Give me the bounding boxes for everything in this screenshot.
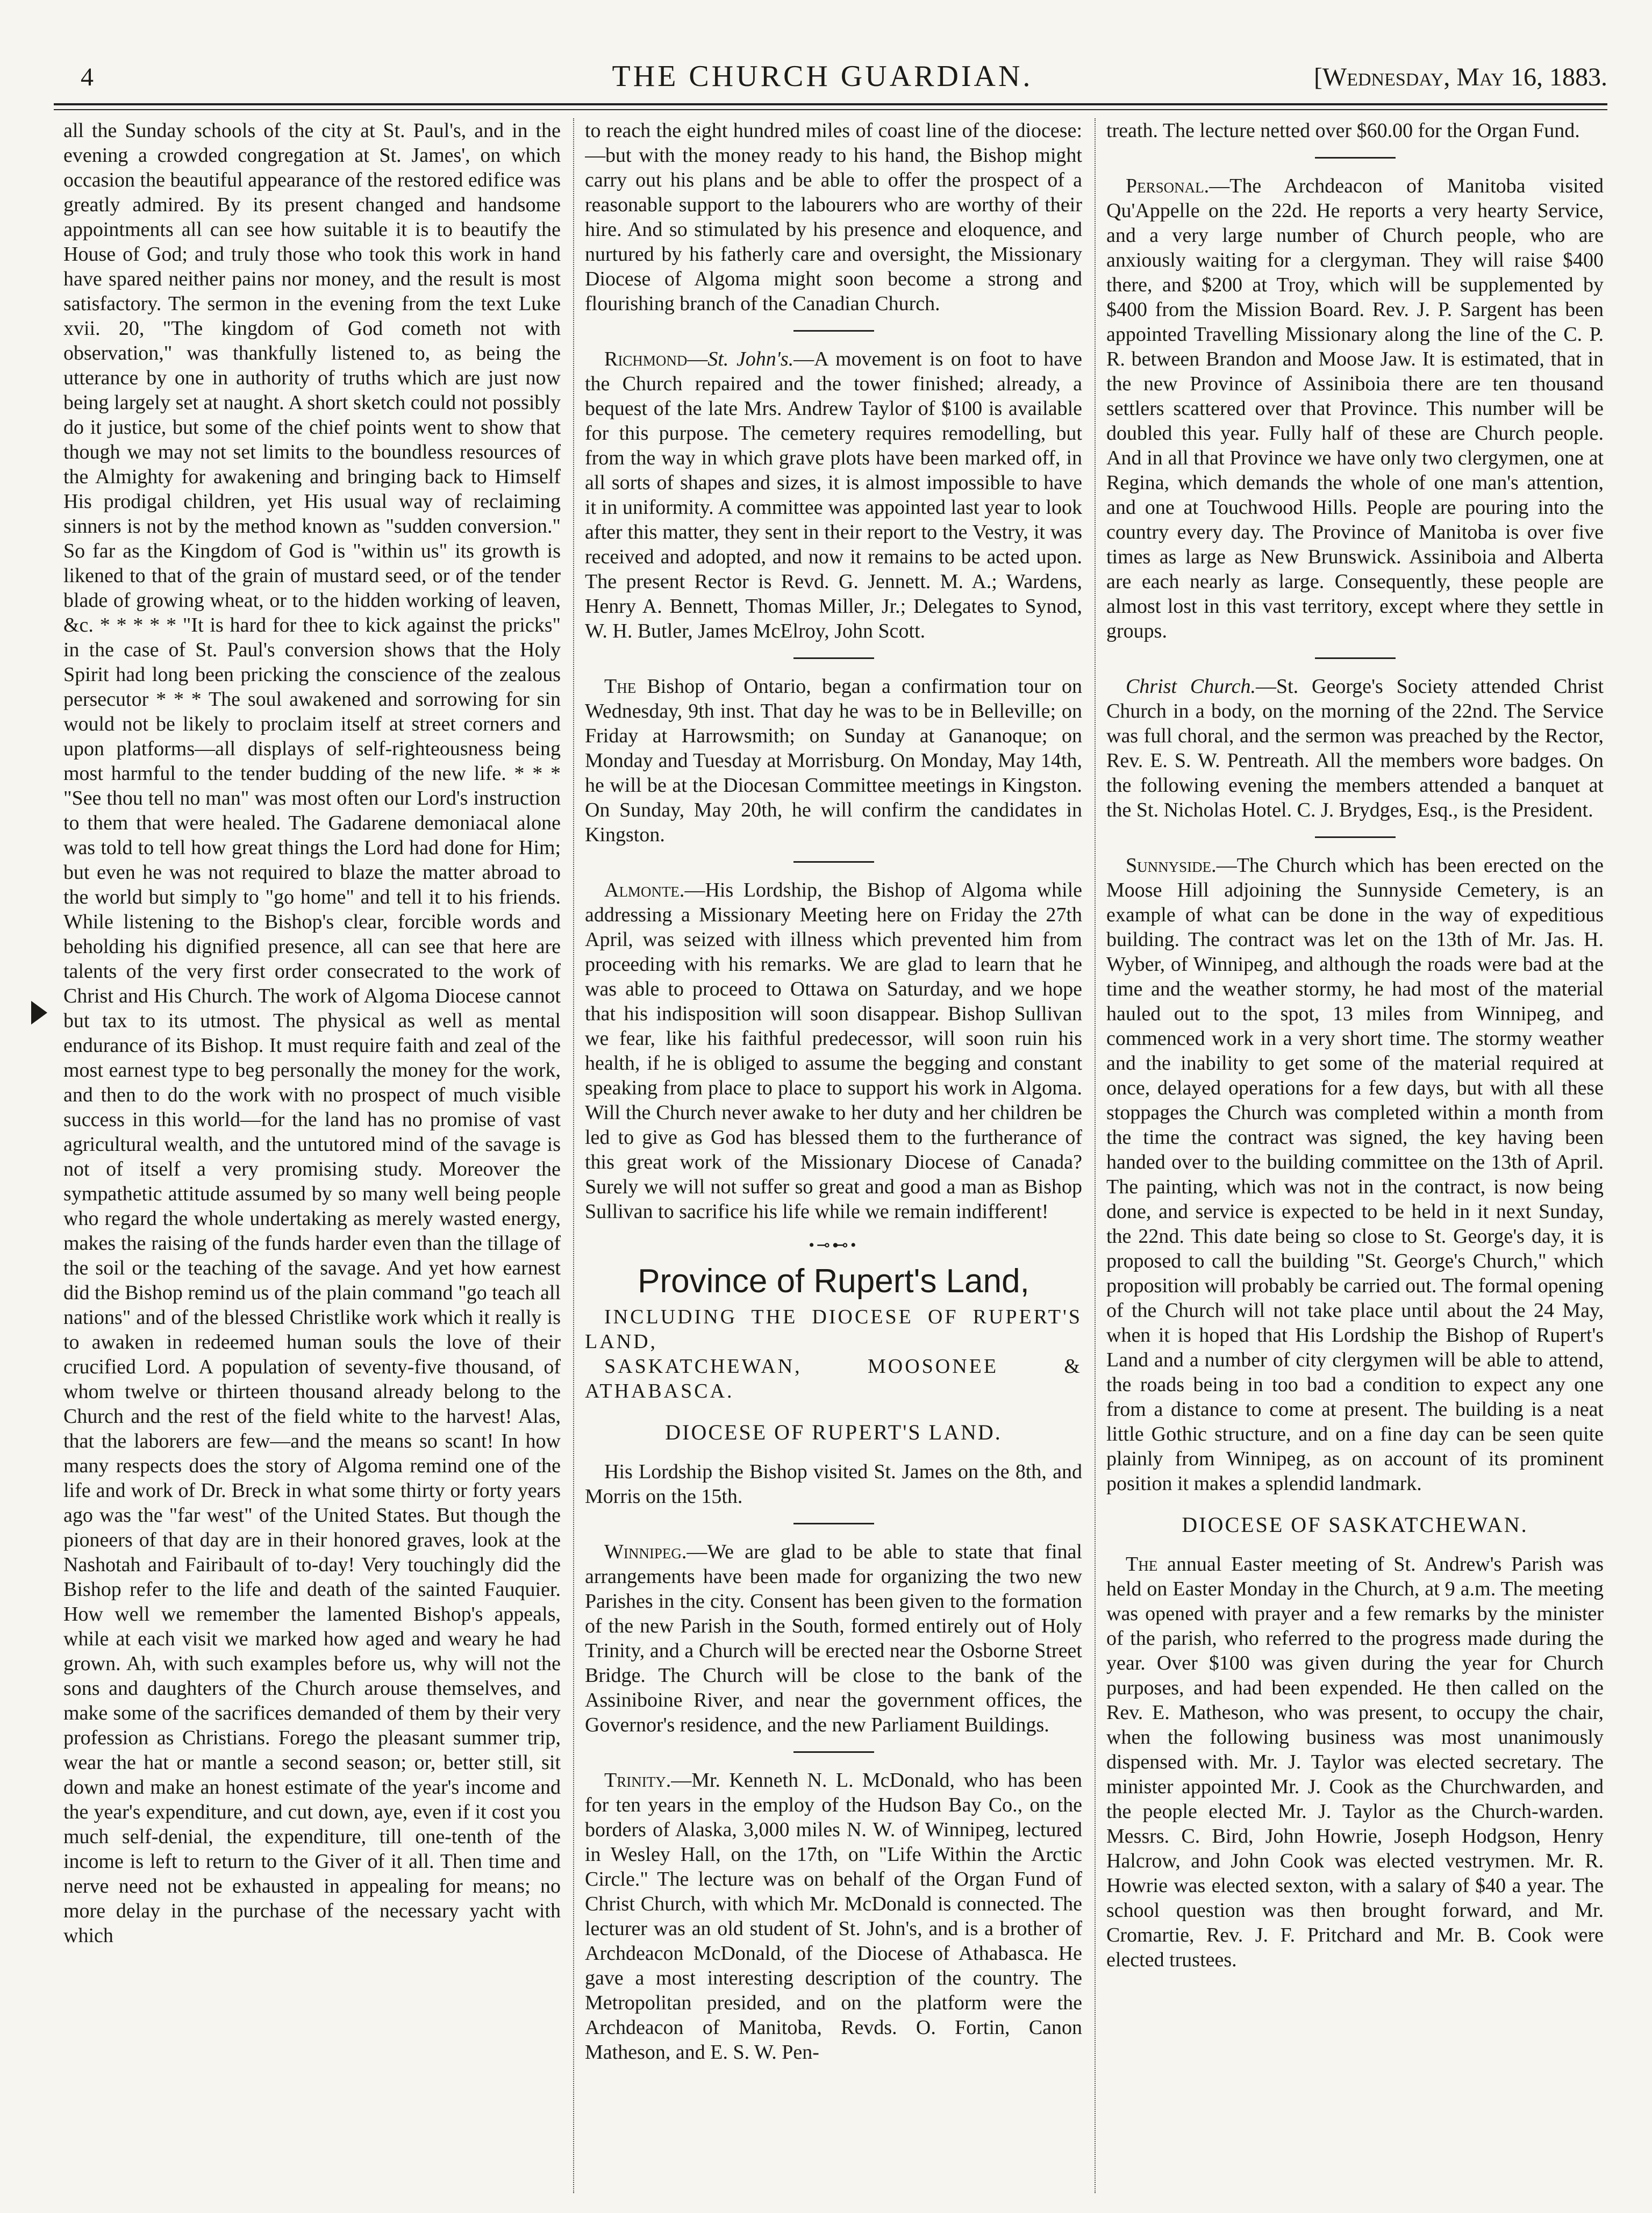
header-rule-thick (54, 103, 1607, 105)
item-heading: Personal. (1126, 175, 1210, 197)
news-item-visit: His Lordship the Bishop visited St. James on the 8th, and Morris on the 15th. (585, 1460, 1082, 1508)
item-body: —St. George's Society attended Christ Church in a body, on the morning of the 22nd. The Service was full choral, and the sermon was preached by the Rector, Rev. E. S. W. Pentreath. All the members wore badges. On the following evening the members attended a banquet at the St. Nicholas Hotel. C. J. Brydges, Esq., is the President. (1106, 675, 1604, 821)
item-body: annual Easter meeting of St. Andrew's Parish was held on Easter Monday in the Church, at 9 a.m. The meeting was opened with prayer and a few remarks by the minister of the parish, who referred to the progress made during the year. Over $100 was given during the year for Church purposes, and had been expended. He then called on the Rev. E. Matheson, who was present, to occupy the chair, when the following business was most unanimously dispensed with. Mr. J. Taylor was elected secretary. The minister appointed Mr. J. Cook as the Churchwarden, and the people elected Mr. J. Taylor as the Church-warden. Messrs. C. Bird, John Howrie, Joseph Hodgson, Henry Halcrow, and John Cook was elected vestrymen. Mr. R. Howrie was elected sexton, with a salary of $40 a year. The school question was then brought forward, and Mr. Cromartie, Rev. J. F. Pritchard and Mr. B. Cook were elected trustees. (1106, 1553, 1604, 1971)
section-title: Province of Rupert's Land, (638, 1263, 1029, 1300)
section-rule (793, 1751, 874, 1753)
column-divider (1095, 118, 1096, 2193)
news-item-richmond: Richmond—St. John's.—A movement is on foot to have the Church repaired and the tower finished; already, a bequest of the late Mrs. Andrew Taylor of $100 is available for this purpose. The cemetery requires remodelling, but from the way in which grave plots have been marked off, in all sorts of shapes and sizes, it is almost impossible to have it in uniformity. A committee was appointed last year to look after this matter, they sent in their report to the Vestry, it was received and adopted, and now it remains to be acted upon. The present Rector is Revd. G. Jennett. M. A.; Wardens, Henry A. Bennett, Thomas Miller, Jr.; Delegates to Synod, W. H. Butler, James McElroy, John Scott. (585, 348, 1082, 642)
column-2 (585, 118, 1082, 2204)
item-body: —Mr. Kenneth N. L. McDonald, who has been for ten years in the employ of the Hudson Bay Co., on the borders of Alaska, 3,000 miles N. W. of Winnipeg, lectured in Wesley Hall, on the 17th, on "Life Within the Arctic Circle." The lecture was on behalf of the Organ Fund of Christ Church, with which Mr. McDonald is connected. The lecturer was an old student of St. John's, and is a brother of Archdeacon McDonald, of the Diocese of Athabasca. He gave a most interesting description of the country. The Metropolitan presided, and on the platform were the Archdeacon of Manitoba, Revds. O. Fortin, Canon Matheson, and E. S. W. Pen- (585, 1769, 1082, 2064)
column-1 (63, 118, 561, 2204)
page-number: 4 (81, 63, 94, 91)
section-rule (1315, 836, 1396, 838)
section-subtitle: SASKATCHEWAN, MOOSONEE & ATHABASCA. (585, 1355, 1082, 1402)
item-heading: Christ Church. (1126, 675, 1256, 698)
item-heading: The (604, 675, 637, 698)
item-heading: Richmond (604, 348, 688, 370)
section-subtitle: INCLUDING THE DIOCESE OF RUPERT'S LAND, (585, 1306, 1082, 1353)
news-item-ontario (585, 674, 1082, 847)
news-item-sunnyside (1106, 853, 1604, 1496)
section-rule (793, 1523, 874, 1524)
pointing-hand-icon (31, 1001, 47, 1025)
article-paragraph: all the Sunday schools of the city at St. Paul's, and in the evening a crowded congregation at St. James', on which occasion the beautiful appearance of the restored edifice was greatly admired. By its present changed and handsome appointments all can see how suitable it is to beautify the House of God; and truly those who took this work in hand have spared neither pains nor money, and the result is most satisfactory. The sermon in the evening from the text Luke xvii. 20, "The kingdom of God cometh not with observation," was thankfully listened to, as being the utterance by one in authority of truths which are just now being largely set at naught. A short sketch could not possibly do it justice, but some of the chief points went to show that though we may not set limits to the boundless resources of the Almighty for awakening and bringing back to Himself His prodigal children, yet His usual way of reclaiming sinners is not by the method known as "sudden conversion." So far as the Kingdom of God is "within us" its growth is likened to that of the grain of mustard seed, or of the tender blade of growing wheat, or to the hidden working of leaven, &c. * * * * * "It is hard for thee to kick against the pricks" in the case of St. Paul's conversion shows that the Holy Spirit had long been pricking the conscience of the zealous persecutor * * * The soul awakened and sorrowing for sin would not be likely to proclaim itself at street corners and upon platforms—all displays of self-righteousness being most harmful to the tender budding of the new life. * * * "See thou tell no man" was most often our Lord's instruction to them that were healed. The Gadarene demoniacal alone was told to tell how great things the Lord had done for Him; but even he was not required to blaze the matter abroad to the world but simply to "go home" and tell it to his friends. While listening to the Bishop's clear, forcible words and beholding his dignified presence, all can see that here are talents of the very first order consecrated to the work of Christ and His Church. The work of Algoma Diocese cannot but tax to its utmost. The physical as well as mental endurance of its Bishop. It must require faith and zeal of the most earnest type to beg personally the money for the work, and then to do the work with no prospect of much visible success in this world—for the land has no promise of vast agricultural wealth, and the untutored mind of the savage is not of itself a very promising study. Moreover the sympathetic attitude assumed by so many well being people who regard the whole undertaking as merely wasted energy, makes the raising of the funds harder even than the tillage of the soil or the teaching of the savage. And yet how earnest did the Bishop remind us of the plain command "go teach all nations" and of the blessed Christlike work which it really is to awaken in redeemed human souls the love of their crucified Lord. A population of seventy-five thousand, of whom twelve or thirteen thousand already belong to the Church and the rest of the field white to the harvest! Alas, that the laborers are few—and the means so scant! In how many respects does the story of Algoma remind one of the life and work of Dr. Breck in what some thirty or forty years ago was the "far west" of the United States. But though the pioneers of that day are in their honored graves, look at the Nashotah and Fairibault of to-day! Very touchingly did the Bishop refer to the life and death of the sainted Fauquier. How well we remember the lamented Bishop's appeals, while at each visit we marked how aged and weary he had grown. Ah, with such examples before us, why will not the sons and daughters of the Church arouse themselves, and make some of the sacrifices demanded of them by their very profession as Christians. Forego the pleasant summer trip, wear the hat or mantle a second season; or, better still, sit down and make an honest estimate of the year's income and the year's expenditure, and cut down, aye, even if it cost you much self-denial, the expenditure, till one-tenth of the income is left to return to the Giver of it all. Then time and nerve need not be exhausted in appealing for means; no more delay in the purchase of the necessary yacht with which (63, 119, 561, 1947)
page-header (38, 59, 1607, 97)
news-item-easter (1106, 1552, 1604, 1972)
item-heading: The (1126, 1553, 1158, 1575)
item-heading: Almonte. (604, 879, 685, 901)
item-body: —A movement is on foot to have the Church repaired and the tower finished; already, a bequest of the late Mrs. Andrew Taylor of $100 is available for this purpose. The cemetery requires remodelling, but from the way in which grave plots have been marked off, in all sorts of shapes and sizes, it is almost impossible to have it in uniformity. A committee was appointed last year to look after this matter, they sent in their report to the Vestry, it was received and adopted, and now it remains to be acted upon. The present Rector is Revd. G. Jennett. M. A.; Wardens, Henry A. Bennett, Thomas Miller, Jr.; Delegates to Synod, W. H. Butler, James McElroy, John Scott. (585, 348, 1082, 642)
section-rule (793, 657, 874, 659)
column-3 (1106, 118, 1604, 2204)
diocese-heading: DIOCESE OF RUPERT'S LAND. (665, 1420, 1002, 1444)
news-item-trinity (585, 1768, 1082, 2065)
article-paragraph: treath. The lecture netted over $60.00 for the Organ Fund. (1106, 119, 1580, 142)
item-body: —The Archdeacon of Manitoba visited Qu'Appelle on the 22d. He reports a very hearty Service, and a very large number of Church people, who are anxiously waiting for a clergyman. They will raise $400 there, and $200 at Troy, which will be supplemented by $400 from the Mission Board. Rev. J. P. Sargent has been appointed Travelling Missionary along the line of the C. P. R. between Brandon and Moose Jaw. It is estimated, that in the new Province of Assiniboia there are ten thousand settlers scattered over that Province. This number will be doubled this year. Fully half of these are Church people. And in all that Province we have only two clergymen, one at Regina, which demands the whole of one man's attention, and one at Touchwood Hills. People are pouring into the country every day. The Province of Manitoba is over five times as large as New Brunswick. Assiniboia and Alberta are each nearly as large. Consequently, these people are almost lost in this vast territory, except where they settle in groups. (1106, 175, 1604, 642)
news-item-almonte (585, 878, 1082, 1224)
item-heading: Trinity. (604, 1769, 671, 1792)
column-divider (573, 118, 574, 2193)
section-rule (1315, 657, 1396, 659)
item-place: St. John's. (707, 348, 794, 370)
item-heading: Sunnyside. (1126, 854, 1217, 877)
diocese-heading: DIOCESE OF SASKATCHEWAN. (1182, 1513, 1528, 1537)
ornament-divider: •⊸⊷• (809, 1236, 859, 1254)
masthead-title: THE CHURCH GUARDIAN. (612, 60, 1033, 93)
item-body: —The Church which has been erected on the Moose Hill adjoining the Sunnyside Cemetery, is an example of what can be done in the way of expeditious building. The contract was let on the 13th of Mr. Jas. H. Wyber, of Winnipeg, and although the roads were bad at the time and the weather stormy, he had most of the material hauled out to the spot, 13 miles from Winnipeg, and commenced work in a very short time. The stormy weather and the inability to get some of the material required at once, delayed operations for a few days, but with all these stoppages the Church was completed within a month from the time the contract was signed, the key having been handed over to the building committee on the 13th of April. The painting, which was not in the contract, is now being done, and service is expected to be held in it next Sunday, the 22nd. This date being so close to St. George's day, it is proposed to call the building "St. George's Church," which proposition will probably be carried out. The formal opening of the Church will not take place until about the 24 May, when it is hoped that His Lordship the Bishop of Rupert's Land and a number of city clergymen will be able to attend, the roads being in too bad a condition to expect any one from a distance to come at present. The building is a neat little Gothic structure, and on a fine day can be seen quite plainly from Winnipeg, as on account of its prominent position it makes a splendid landmark. (1106, 854, 1604, 1495)
news-item-christ-church (1106, 674, 1604, 822)
news-item-winnipeg (585, 1539, 1082, 1737)
header-rule-thin (54, 109, 1607, 110)
section-rule (793, 861, 874, 863)
section-rule (793, 330, 874, 332)
section-rule (1315, 157, 1396, 159)
item-body: —His Lordship, the Bishop of Algoma while addressing a Missionary Meeting here on Friday the 27th April, was seized with illness which prevented him from proceeding with his remarks. We are glad to learn that he was able to proceed to Ottawa on Saturday, and we hope that his indisposition will soon disappear. Bishop Sullivan we fear, like his faithful predecessor, will soon ruin his health, if he is obliged to assume the begging and constant speaking from place to place to support his work in Algoma. Will the Church never awake to her duty and her children be led to give as God has blessed them to the furtherance of this great work of the Missionary Diocese of Canada? Surely we will not suffer so great and good a man as Bishop Sullivan to sacrifice his life while we remain indifferent! (585, 879, 1082, 1223)
item-body: Bishop of Ontario, began a confirmation tour on Wednesday, 9th inst. That day he was to be in Belleville; on Friday at Harrowsmith; on Sunday at Gananoque; on Monday and Tuesday at Morrisburg. On Monday, May 14th, he will be at the Diocesan Committee meetings in Kingston. On Sunday, May 20th, he will confirm the candidates in Kingston. (585, 675, 1082, 846)
article-paragraph: to reach the eight hundred miles of coast line of the diocese:—but with the money ready to his hand, the Bishop might carry out his plans and be able to offer the prospect of a reasonable support to the labourers who are worthy of their hire. And so stimulated by his presence and eloquence, and nurtured by his fatherly care and oversight, the Missionary Diocese of Algoma might soon become a strong and flourishing branch of the Canadian Church. (585, 119, 1082, 315)
item-body: —We are glad to be able to state that final arrangements have been made for organizing the two new Parishes in the city. Consent has been given to the formation of the new Parish in the South, formed entirely out of Holy Trinity, and a Church will be erected near the Osborne Street Bridge. The Church will be close to the bank of the Assiniboine River, and near the government offices, the Governor's residence, and the new Parliament Buildings. (585, 1541, 1082, 1736)
news-item-personal (1106, 174, 1604, 643)
item-heading: Winnipeg. (604, 1541, 687, 1563)
issue-date: [Wednesday, May 16, 1883. (1313, 63, 1607, 91)
